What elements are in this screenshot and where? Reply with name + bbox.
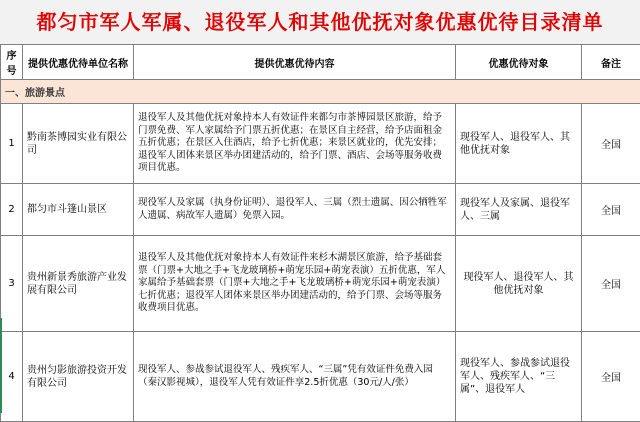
row-remark: 全国 xyxy=(582,104,640,184)
row-content: 现役军人、参战参试退役军人、残疾军人、“三属”凭有效证件免费入园（秦汉影视城），退役军人凭有效证件享2.5折优惠（30元/人/张） xyxy=(134,332,456,422)
table-row xyxy=(1,184,640,236)
category-label: 一、旅游景点 xyxy=(1,80,640,104)
header-remark: 备注 xyxy=(582,45,640,80)
header-target: 优惠优待对象 xyxy=(456,45,582,80)
row-target: 现役军人、退役军人、其他优抚对象 xyxy=(456,236,582,332)
row-content: 现役军人及家属（执身份证明）、退役军人、三属（烈士遗属、因公牺牲军人遗属、病故军人遗属）免票入园。 xyxy=(134,184,456,236)
row-target: 现役军人及家属、退役军人、三属 xyxy=(456,184,582,236)
benefits-table xyxy=(0,44,640,422)
row-no: 1 xyxy=(1,104,23,184)
header-unit: 提供优惠优待单位名称 xyxy=(23,45,134,80)
row-target: 现役军人、退役军人、其他优抚对象 xyxy=(456,104,582,184)
header-no: 序号 xyxy=(1,45,23,80)
row-no: 4 xyxy=(1,332,23,422)
row-no: 3 xyxy=(1,236,23,332)
row-no: 2 xyxy=(1,184,23,236)
table-row xyxy=(1,236,640,332)
row-unit: 黔南茶博园实业有限公司 xyxy=(23,104,134,184)
header-row xyxy=(1,45,640,80)
row-content: 退役军人及其他优抚对象持本人有效证件来杉木湖景区旅游，给予基础套票（门票+大地之手+飞龙玻璃桥+萌宠乐园+萌宠表演）五折优惠，军人家属给予基础套票（门票+大地之手+飞龙玻璃桥+萌宠乐园+萌宠表演）七折优惠；退役军人团体来景区举办团建活动的，给予门票、会场等服务收费项目优惠。 xyxy=(134,236,456,332)
row-remark: 全国 xyxy=(582,184,640,236)
title-row xyxy=(0,0,640,45)
table-row xyxy=(1,104,640,184)
table-row xyxy=(1,332,640,422)
row-remark: 全国 xyxy=(582,236,640,332)
row-remark: 全国 xyxy=(582,332,640,422)
row-target: 现役军人、参战参试退役军人、残疾军人、“三属”、退役军人 xyxy=(456,332,582,422)
selection-marker xyxy=(0,318,2,413)
row-unit: 都匀市斗篷山景区 xyxy=(23,184,134,236)
row-content: 退役军人及其他优抚对象持本人有效证件来都匀市茶博园景区旅游，给予门票免费、军人家属给予门票五折优惠；在景区自主经营，给予店面租金五折优惠；在景区入住酒店，给予七折优惠；来景区就业的，优先安排；退役军人团体来景区举办团建活动的，给予门票、酒店、会场等服务收费项目优惠。 xyxy=(134,104,456,184)
row-unit: 贵州匀影旅游投资开发有限公司 xyxy=(23,332,134,422)
header-content: 提供优惠优待内容 xyxy=(134,45,456,80)
page-title: 都匀市军人军属、退役军人和其他优抚对象优惠优待目录清单 xyxy=(0,0,640,44)
category-row xyxy=(1,80,640,104)
row-unit: 贵州新景秀旅游产业发展有限公司 xyxy=(23,236,134,332)
